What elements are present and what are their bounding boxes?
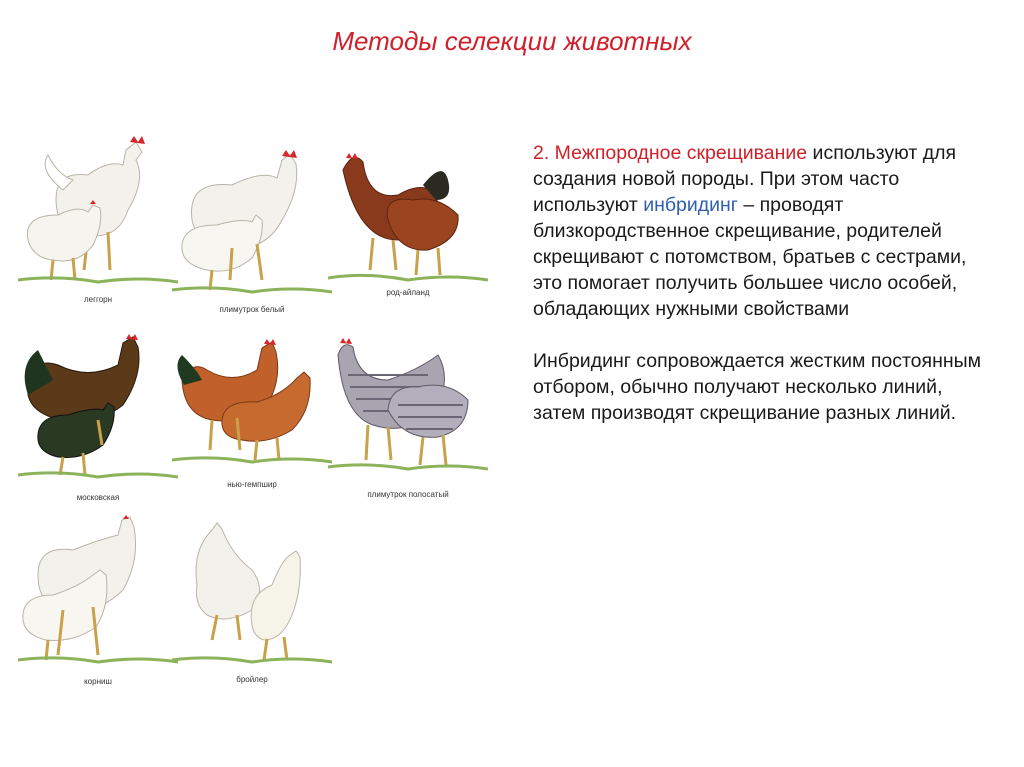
description-text <box>533 140 993 426</box>
plymouth-barred-image <box>328 325 488 485</box>
paragraph-1-text-b: – проводят близкородственное скрещивание, родителей скрещивают с потомством, братьев с сестрами, это помогает получить большее число особей, обладающих нужными свойствами <box>533 194 967 320</box>
breed-rhode-island <box>328 140 488 325</box>
breed-label: корниш <box>84 677 112 686</box>
broiler-image <box>172 515 332 675</box>
paragraph-1-text-a: используют для создания новой породы. При этом часто используют <box>533 142 957 216</box>
rhode-island-image <box>328 140 488 300</box>
inbreeding-term: инбридинг <box>643 194 738 216</box>
breed-label: бройлер <box>236 675 268 684</box>
breed-label: московская <box>76 493 120 502</box>
breed-broiler <box>172 515 332 700</box>
hen-shape <box>27 200 100 280</box>
breed-plymouth-white <box>172 140 332 325</box>
plymouth-white-image <box>172 140 332 300</box>
breed-leghorn <box>18 130 178 315</box>
paragraph-1 <box>533 140 993 322</box>
leghorn-image <box>18 130 178 290</box>
new-hampshire-image <box>172 330 332 490</box>
moscow-image <box>18 325 178 485</box>
breed-label: род-айланд <box>386 288 430 297</box>
breed-label: нью-гемпшир <box>227 480 277 489</box>
slide-title: Методы селекции животных <box>332 26 692 56</box>
breed-cornish <box>18 515 178 700</box>
breed-plymouth-barred <box>328 325 488 510</box>
breed-label: плимутрок полосатый <box>367 490 449 499</box>
breed-new-hampshire <box>172 330 332 515</box>
breed-label: леггорн <box>83 295 113 304</box>
paragraph-2: Инбридинг сопровождается жестким постоянным отбором, обычно получают несколько линий, затем производят скрещивание разных линий. <box>533 350 982 424</box>
breed-moscow <box>18 325 178 510</box>
method-heading: 2. Межпородное скрещивание <box>533 142 808 164</box>
breed-label: плимутрок белый <box>219 305 285 314</box>
cornish-image <box>18 515 178 675</box>
